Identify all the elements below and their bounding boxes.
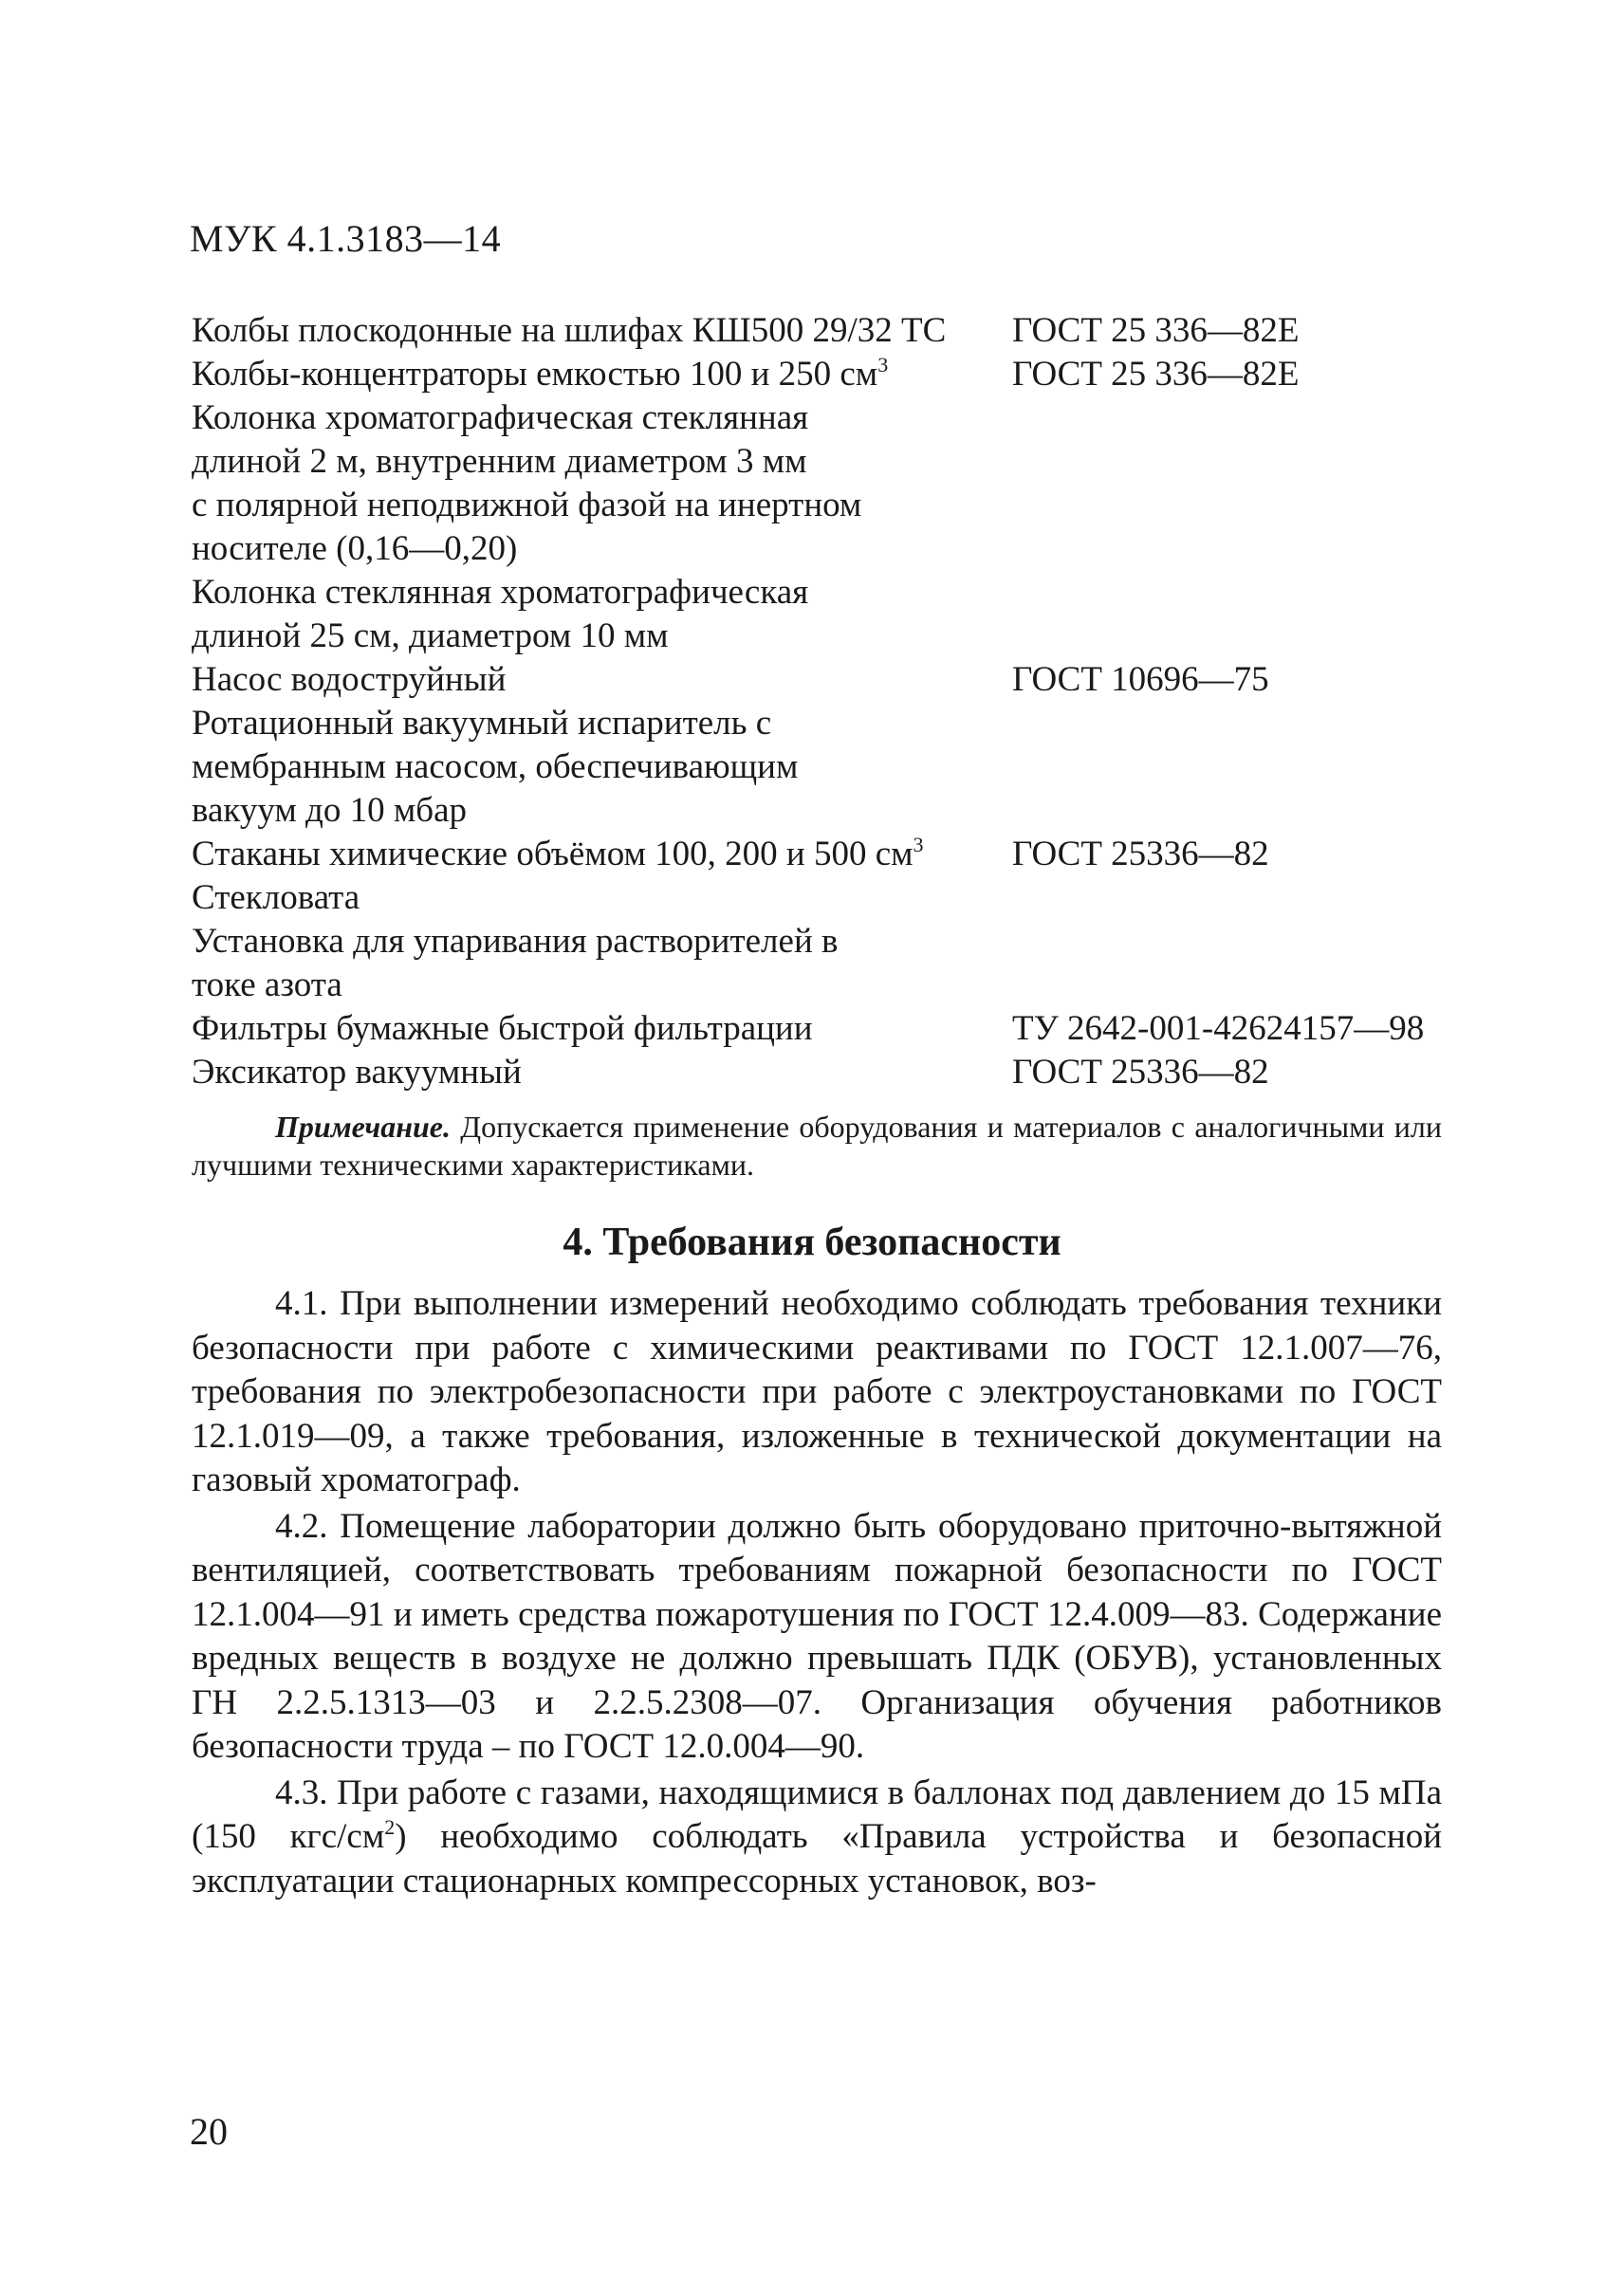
page-number: 20	[190, 2110, 228, 2153]
equipment-row	[192, 353, 1482, 396]
equipment-row	[192, 876, 1482, 920]
equipment-row	[192, 920, 1482, 1007]
equipment-name: вакуум до 10 мбар	[192, 791, 468, 830]
equipment-standard: ТУ 2642-001-42624157—98	[1012, 1009, 1425, 1048]
equipment-name: Установка для упаривания растворителей в	[192, 922, 839, 961]
equipment-standard: ГОСТ 25336—82	[1012, 835, 1269, 873]
equipment-name: с полярной неподвижной фазой на инертном	[192, 486, 862, 524]
equipment-name: длиной 2 м, внутренним диаметром 3 мм	[192, 442, 807, 481]
equipment-name: Ротационный вакуумный испаритель с	[192, 704, 772, 743]
equipment-name: Колбы плоскодонные на шлифах КШ500 29/32 ТС	[192, 311, 947, 350]
equipment-row	[192, 702, 1482, 833]
equipment-name: Колонка стеклянная хроматографическая	[192, 573, 809, 612]
equipment-row	[192, 833, 1482, 876]
paragraph-4-1: 4.1. При выполнении измерений необходимо соблюдать требования техники безопасности при работе с химическими реактивами по ГОСТ 12.1.007—76, требования по электробезопасности при работе с электроустановками по ГОСТ 12.1.019—09, а также требования, изложенные в технической документации на газовый хроматограф.	[192, 1284, 1442, 1499]
note-label: Примечание.	[275, 1110, 451, 1144]
equipment-name: Насос водоструйный	[192, 660, 507, 699]
equipment-row	[192, 1007, 1482, 1051]
equipment-name: Стекловата	[192, 878, 360, 917]
paragraph-4-3: 4.3. При работе с газами, находящимися в баллонах под давлением до 15 мПа (150 кгс/$см^2$) необходимо соблюдать «Правила устройства и безопасной эксплуатации стационарных компрессорных установок, воз-	[192, 1773, 1442, 1901]
equipment-name: длиной 25 см, диаметром 10 мм	[192, 616, 669, 655]
note	[192, 1108, 1442, 1184]
section-body	[192, 1282, 1442, 1905]
superscript: 3	[877, 353, 889, 377]
equipment-name: Фильтры бумажные быстрой фильтрации	[192, 1009, 813, 1048]
section-title: 4. Требования безопасности	[563, 1221, 1061, 1264]
equipment-name: Эксикатор вакуумный	[192, 1053, 522, 1092]
equipment-row	[192, 396, 1482, 571]
paragraph-4-2: 4.2. Помещение лаборатории должно быть оборудовано приточно-вытяжной вентиляцией, соответствовать требованиям пожарной безопасности по ГОСТ 12.1.004—91 и иметь средства пожаротушения по ГОСТ 12.4.009—83. Содержание вредных веществ в воздухе не должно превышать ПДК (ОБУВ), установленных ГН 2.2.5.1313—03 и 2.2.5.2308—07. Организация обучения работников безопасности труда – по ГОСТ 12.0.004—90.	[192, 1506, 1442, 1766]
equipment-standard: ГОСТ 10696—75	[1012, 660, 1269, 699]
equipment-row	[192, 1051, 1482, 1094]
superscript: 2	[384, 1815, 396, 1839]
equipment-standard: ГОСТ 25 336—82Е	[1012, 355, 1300, 394]
superscript: 3	[913, 833, 924, 856]
equipment-name: Стаканы химические объёмом 100, 200 и 500 см	[192, 835, 914, 873]
equipment-list	[192, 309, 1482, 1094]
equipment-name: токе азота	[192, 965, 342, 1004]
equipment-name: мембранным насосом, обеспечивающим	[192, 747, 799, 786]
equipment-name: Колонка хроматографическая стеклянная	[192, 398, 809, 437]
equipment-name: носителе (0,16—0,20)	[192, 529, 518, 568]
equipment-row	[192, 571, 1482, 658]
equipment-row	[192, 309, 1482, 353]
equipment-row	[192, 658, 1482, 702]
equipment-standard: ГОСТ 25 336—82Е	[1012, 311, 1300, 350]
note-text: Допускается применение оборудования и материалов с аналогичными или лучшими техническими характеристиками.	[192, 1110, 1443, 1182]
document-code: МУК 4.1.3183—14	[190, 217, 502, 260]
equipment-name: Колбы-концентраторы емкостью 100 и 250 см	[192, 355, 878, 394]
equipment-standard: ГОСТ 25336—82	[1012, 1053, 1269, 1092]
